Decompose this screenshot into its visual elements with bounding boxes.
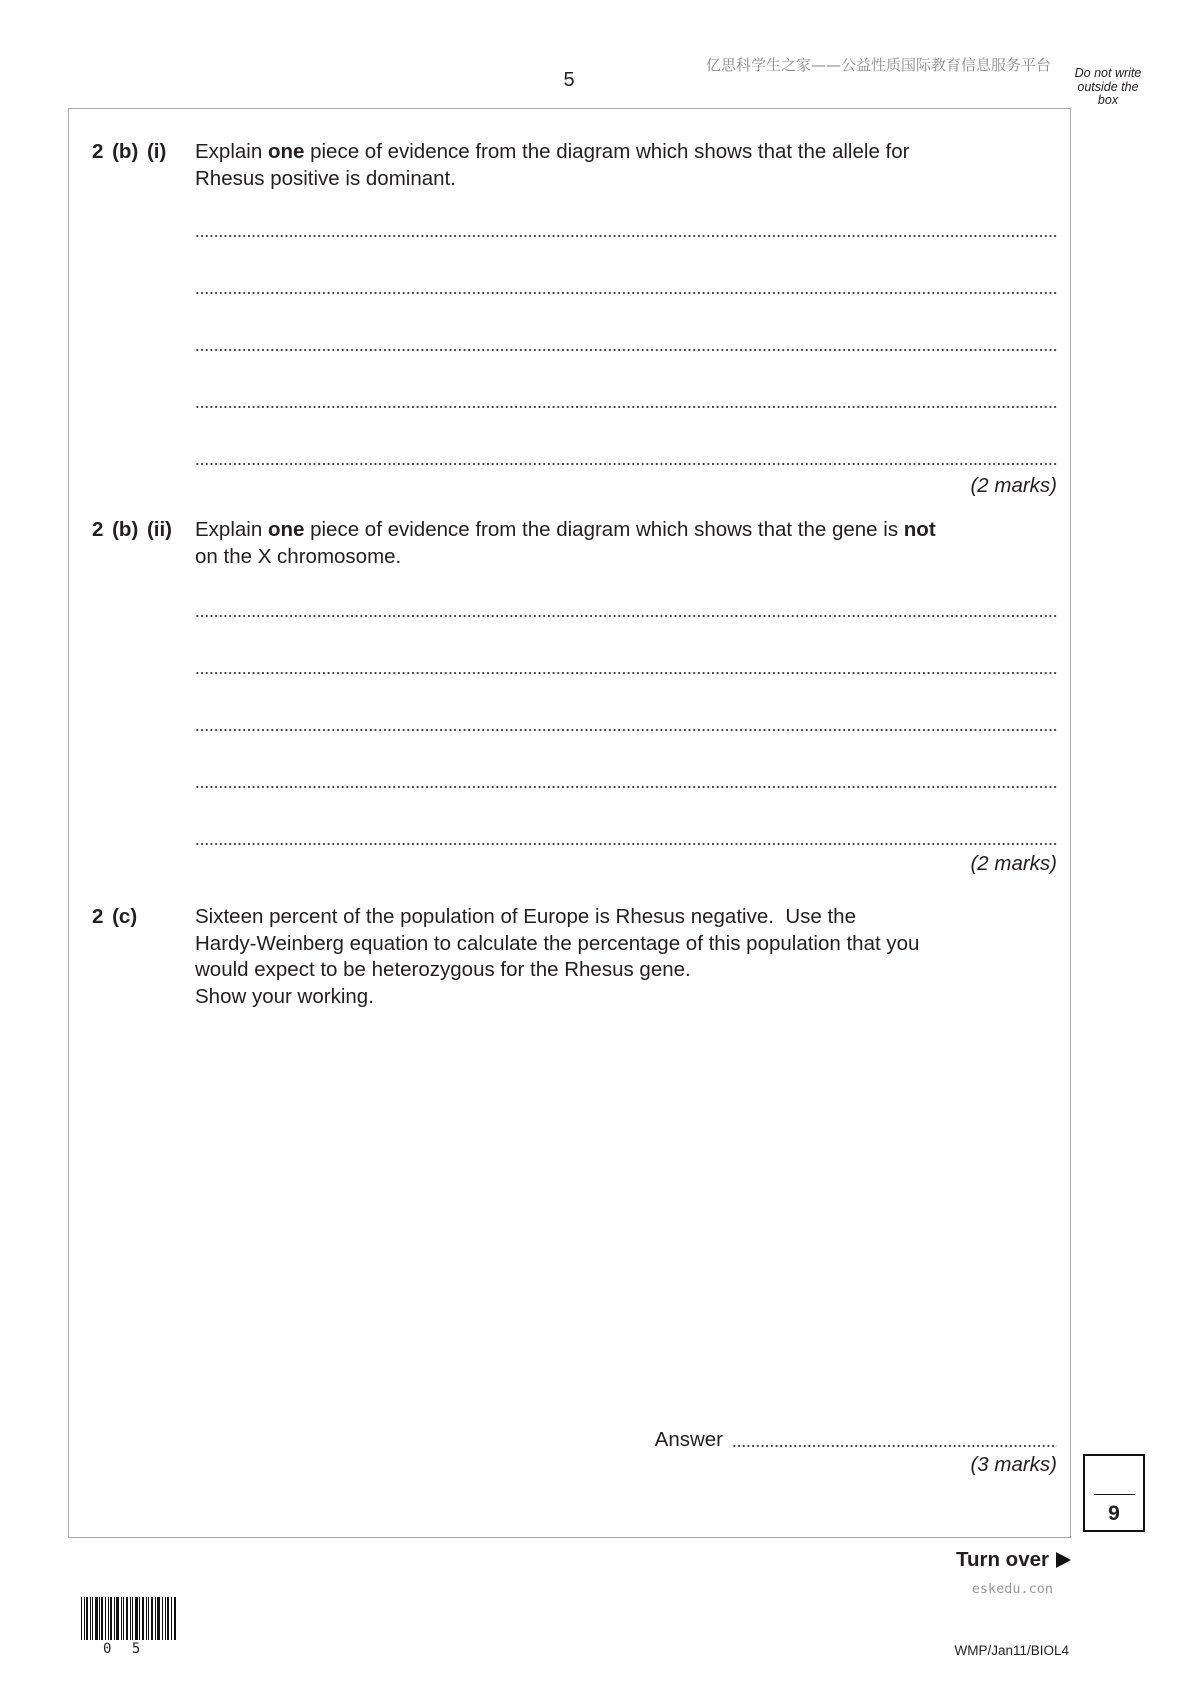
paper-reference-code: WMP/Jan11/BIOL4 bbox=[954, 1643, 1069, 1658]
margin-note-line: Do not write bbox=[1074, 66, 1142, 80]
text-run: Rhesus positive is dominant. bbox=[195, 166, 456, 190]
text-run: piece of evidence from the diagram which shows that the gene is bbox=[304, 518, 904, 541]
answer-line bbox=[195, 842, 1057, 846]
text-run: Sixteen percent of the population of Europe is Rhesus negative. Use the bbox=[195, 905, 856, 928]
marks-total-value: 9 bbox=[1108, 1502, 1120, 1525]
bold-emphasis: one bbox=[267, 140, 305, 163]
answer-dotted-line bbox=[732, 1444, 1057, 1448]
answer-line bbox=[195, 291, 1057, 295]
answer-line bbox=[195, 234, 1057, 238]
text-run: Explain bbox=[195, 140, 268, 163]
marks-allocation: (3 marks) bbox=[970, 1453, 1057, 1476]
answer-line bbox=[195, 614, 1057, 618]
text-run: Show your working. bbox=[195, 984, 374, 1008]
bold-emphasis: not bbox=[903, 518, 936, 541]
answer-line bbox=[195, 728, 1057, 732]
marks-allocation: (2 marks) bbox=[970, 474, 1057, 497]
text-run: on the X chromosome. bbox=[195, 544, 402, 568]
answer-line bbox=[195, 671, 1057, 675]
bold-emphasis: one bbox=[267, 518, 305, 541]
answer-line bbox=[195, 348, 1057, 352]
turn-over-label: Turn over bbox=[955, 1548, 1049, 1571]
question-text-line bbox=[195, 517, 1057, 544]
header-watermark: 亿思科学生之家——公益性质国际教育信息服务平台 bbox=[705, 56, 1051, 74]
margin-note-line: outside the bbox=[1077, 79, 1139, 94]
barcode bbox=[81, 1597, 176, 1640]
question-number: 2 (b) (ii) bbox=[92, 518, 173, 541]
text-run: would expect to be heterozygous for the Rhesus gene. bbox=[195, 958, 691, 981]
answer-lines bbox=[195, 614, 1057, 846]
answer-line bbox=[195, 462, 1057, 466]
question-text-line bbox=[195, 957, 1057, 984]
marks-allocation: (2 marks) bbox=[970, 852, 1057, 875]
question-number: 2 (c) bbox=[92, 905, 138, 928]
text-run: Hardy-Weinberg equation to calculate the percentage of this population that you bbox=[195, 931, 920, 955]
marks-total-box bbox=[1083, 1454, 1145, 1532]
margin-note bbox=[1063, 67, 1153, 108]
question-text-line bbox=[195, 904, 1057, 931]
right-pointing-triangle-icon bbox=[1056, 1552, 1071, 1568]
footer-watermark: eskedu.con bbox=[971, 1581, 1053, 1597]
answer-label: Answer bbox=[654, 1428, 723, 1451]
text-run: piece of evidence from the diagram which shows that the allele for bbox=[304, 140, 910, 163]
question-text-line bbox=[195, 931, 1057, 958]
question-text-line bbox=[195, 544, 1057, 571]
text-run: Explain bbox=[195, 518, 268, 541]
answer-lines bbox=[195, 234, 1057, 466]
page-number: 5 bbox=[563, 69, 575, 91]
marks-total-divider bbox=[1094, 1494, 1135, 1495]
answer-line bbox=[195, 785, 1057, 789]
margin-note-line: box bbox=[1097, 93, 1119, 107]
answer-line bbox=[195, 405, 1057, 409]
question-text bbox=[195, 904, 1057, 1010]
question-text-line bbox=[195, 984, 1057, 1011]
barcode-bars bbox=[81, 1597, 176, 1640]
barcode-digits: 0 5 bbox=[103, 1641, 147, 1657]
question-text bbox=[195, 139, 1057, 192]
question-text bbox=[195, 517, 1057, 570]
turn-over bbox=[956, 1547, 1071, 1573]
question-text-line bbox=[195, 139, 1057, 166]
question-number: 2 (b) (i) bbox=[92, 140, 167, 163]
question-text-line bbox=[195, 166, 1057, 193]
